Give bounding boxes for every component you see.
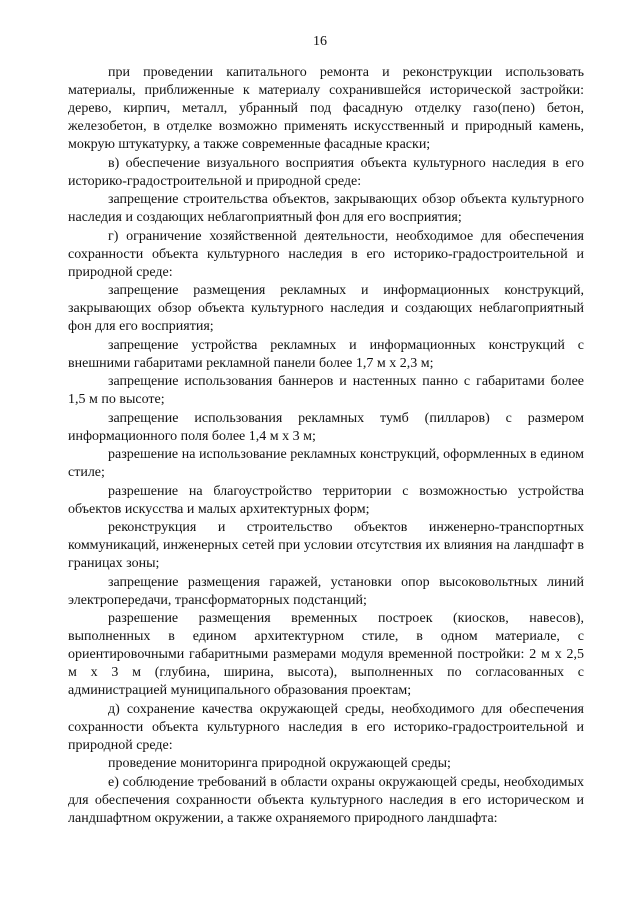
- page-number: 16: [313, 34, 327, 49]
- paragraph: запрещение использования рекламных тумб (пилларов) с размером информационного поля более 1,4 м х 3 м;: [68, 410, 584, 444]
- paragraph: запрещение размещения рекламных и информационных конструкций, закрывающих обзор объекта культурного наследия и создающих неблагоприятный фон для его восприятия;: [68, 283, 584, 334]
- paragraph: разрешение размещения временных построек (киосков, навесов), выполненных в едином архитектурном стиле, в одном материале, с ориентировочными габаритными размерами модуля временной постройки: 2 м х 2,5 м х 3 м (глубина, ширина, высота), выполненных по согласованных с администрацией муниципального образования проектам;: [68, 611, 584, 698]
- paragraph: разрешение на благоустройство территории с возможностью устройства объектов искусства и малых архитектурных форм;: [68, 483, 584, 517]
- document-body: [68, 64, 584, 828]
- paragraph: в) обеспечение визуального восприятия объекта культурного наследия в его историко-градостроительной и природной среде:: [68, 155, 584, 189]
- paragraph: разрешение на использование рекламных конструкций, оформленных в едином стиле;: [68, 447, 584, 480]
- paragraph: при проведении капитального ремонта и реконструкции использовать материалы, приближенные к материалу сохранившейся исторической застройки: дерево, кирпич, металл, убранный под фасадную отделку газо(пено) бетон, железобетон, в отделке возможно применять искусственный и природный камень, мокрую штукатурку, а также современные фасадные краски;: [68, 65, 584, 152]
- paragraph: г) ограничение хозяйственной деятельности, необходимое для обеспечения сохранности объекта культурного наследия в его историко-градостроительной и природной среде:: [68, 228, 584, 280]
- paragraph: проведение мониторинга природной окружающей среды;: [108, 756, 451, 771]
- paragraph: запрещение устройства рекламных и информационных конструкций с внешними габаритами рекламной панели более 1,7 м х 2,3 м;: [68, 337, 584, 371]
- paragraph: запрещение использования баннеров и настенных панно с габаритами более 1,5 м по высоте;: [68, 374, 584, 407]
- paragraph: е) соблюдение требований в области охраны окружающей среды, необходимых для обеспечения сохранности объекта культурного наследия в его историческом и ландшафтном окружении, а также охраняемого природного ландшафта:: [68, 774, 584, 826]
- paragraph: запрещение размещения гаражей, установки опор высоковольтных линий электропередачи, трансформаторных подстанций;: [68, 574, 584, 608]
- paragraph: реконструкция и строительство объектов инженерно-транспортных коммуникаций, инженерных сетей при условии отсутствия их влияния на ландшафт в границах зоны;: [68, 520, 584, 571]
- paragraph: д) сохранение качества окружающей среды, необходимого для обеспечения сохранности объекта культурного наследия в его историко-градостроительной и природной среде:: [68, 701, 584, 753]
- paragraph: запрещение строительства объектов, закрывающих обзор объекта культурного наследия и создающих неблагоприятный фон для его восприятия;: [68, 192, 584, 225]
